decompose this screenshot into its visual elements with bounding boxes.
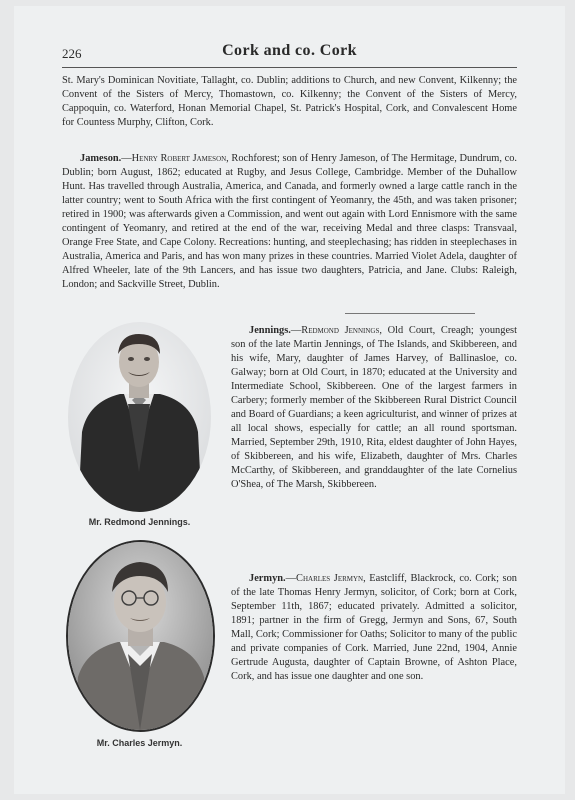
portrait-caption: Mr. Charles Jermyn. [96, 738, 183, 748]
entry-name: —Henry Robert Jameson, [121, 153, 229, 164]
page-number: 226 [62, 46, 82, 61]
header-rule [62, 67, 517, 68]
entry-jermyn [231, 572, 517, 684]
entry-surname: Jermyn. [249, 573, 286, 584]
entry-surname: Jennings. [249, 325, 291, 336]
section-divider [345, 313, 475, 314]
entry-jennings [231, 324, 517, 492]
page-header [62, 42, 517, 68]
portrait-caption: Mr. Redmond Jennings. [88, 517, 191, 527]
running-title: Cork and co. Cork [222, 42, 357, 59]
entry-body: Old Court, Creagh; youngest son of the late Martin Jennings, of The Islands, and Skibbereen, and his wife, Mary, daughter of James Harvey, of Ballinasloe, co. Galway; born at Old Court, in 1870; educated at the University and Intermediate School, Skibbereen. One of the largest farmers in Carbery; formerly member of the Skibbereen Rural District Council and Board of Guardians; a keen agriculturist, and winner of prizes at all local shows, especially for cattle; an all round sportsman. Married, September 29th, 1910, Rita, eldest daughter of John Hayes, of Skibbereen, and his wife, Elizabeth, daughter of Mrs. Charles McCarthy, of Skibbereen, and granddaughter of the late Cornelius O'Shea, of The Marsh, Skibbereen. [231, 325, 517, 490]
entry-name: —Charles Jermyn, [285, 573, 366, 584]
portrait-redmond-jennings [68, 322, 211, 512]
entry-body: Eastcliff, Blackrock, co. Cork; son of the late Thomas Henry Jermyn, solicitor, of Cork; born at Cork, September 11th, 1867; educated privately. Admitted a solicitor, 1891; partner in the firm of Gregg, Jermyn and Sons, 67, South Mall, Cork; Commissioner for Oaths; Solicitor to many of the public and private companies of Cork. Married, June 22nd, 1904, Annie Gertrude Augusta, daughter of Captain Browne, of Ashton Place, Cork, and has issue one daughter and one son. [231, 573, 518, 682]
entry-jameson [62, 152, 517, 292]
entry-body: Rochforest; son of Henry Jameson, of The Hermitage, Dundrum, co. Dublin; born August, 1862; educated at Rugby, and Jesus College, Cambridge. Member of the Duhallow Hunt. Has travelled through Australia, America, and Canada, and formerly owned a large cattle ranch in the latter country; went to South Africa with the first contingent of Yeomanry, the 45th, and was taken prisoner; retired in 1900; was afterwards given a Commission, and went out again with Lord Ennismore with the same contingent of Yeomanry, and retired at the end of the war, receiving Medal and three clasps: Transvaal, Orange Free State, and Cape Colony. Recreations: hunting, and steeplechasing; has ridden in steeplechases in Australia, America and Paris, and has won many prizes in these countries. Married Violet Adela, daughter of Alfred Wheeler, late of the 9th Lancers, and has issue two daughters, Patricia, and Jane. Clubs: Raleigh, London; and Sackville Street, Dublin. [62, 153, 517, 290]
intro-paragraph: St. Mary's Dominican Novitiate, Tallaght, co. Dublin; additions to Church, and new Convent, Kilkenny; the Convent of the Sisters of Mercy, Thomastown, co. Kilkenny; the Convent of the Sisters of Mercy, Cappoquin, co. Waterford, Honan Memorial Chapel, St. Patrick's Hospital, Cork, and Convalescent Home for Countess Murphy, Clifton, Cork. [62, 75, 517, 128]
entry-surname: Jameson. [80, 153, 122, 164]
entry-name: —Redmond Jennings, [290, 325, 382, 336]
portrait-charles-jermyn [66, 540, 215, 732]
